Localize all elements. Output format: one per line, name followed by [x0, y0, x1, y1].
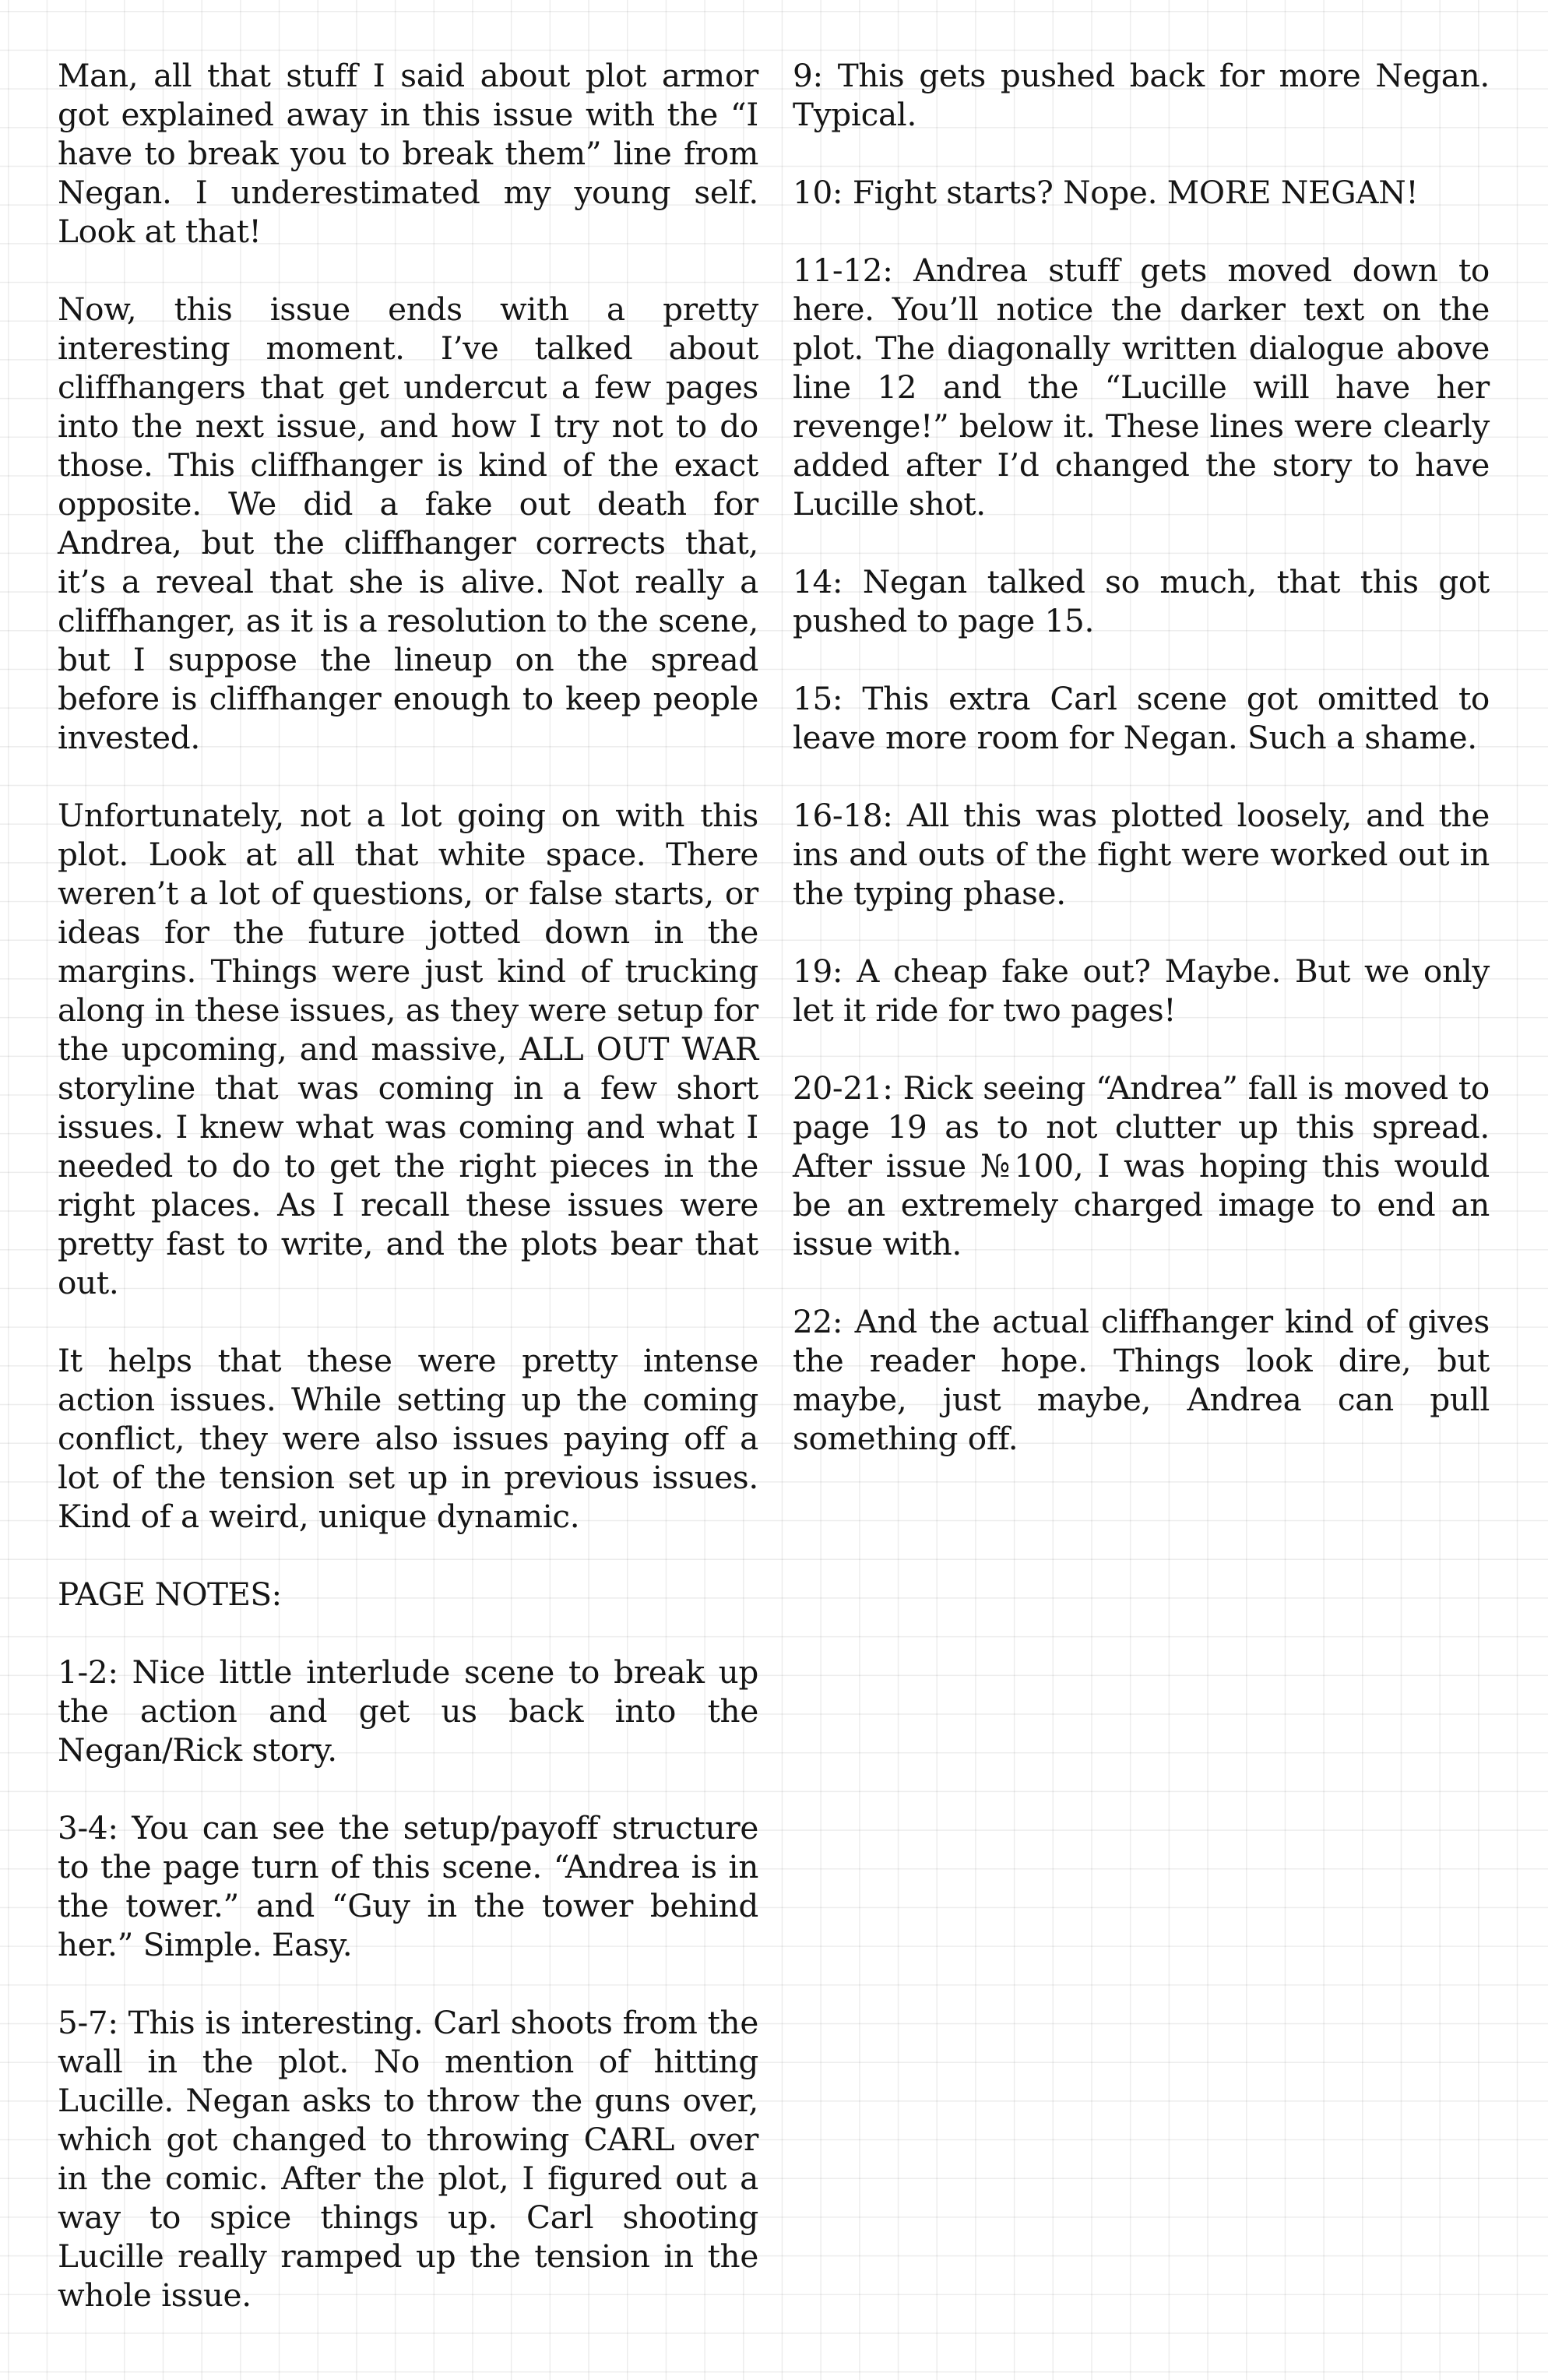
page-note: 15: This extra Carl scene got omitted to leave more room for Negan. Such a shame. [793, 680, 1490, 756]
page-note: 14: Negan talked so much, that this got pushed to page 15. [793, 563, 1490, 639]
intro-paragraph: Man, all that stuff I said about plot armor got explained away in this issue with the “I have to break you to break them” line from Negan. I underestimated my young self. Look at that! [58, 57, 758, 250]
page-note: 10: Fight starts? Nope. MORE NEGAN! [793, 174, 1419, 211]
page-note: 5-7: This is interesting. Carl shoots from the wall in the plot. No mention of hitting Lucille. Negan asks to throw the guns over, which got changed to throwing CARL over in the comic. After the plot, I figured out a way to spice things up. Carl shooting Lucille really ramped up the tension in the whole issue. [58, 2004, 758, 2314]
intro-paragraph: Now, this issue ends with a pretty interesting moment. I’ve talked about cliffhangers that get undercut a few pages into the next issue, and how I try not to do those. This cliffhanger is kind of the exact opposite. We did a fake out death for Andrea, but the cliffhanger corrects that, it’s a reveal that she is alive. Not really a cliffhanger, as it is a resolution to the scene, but I suppose the lineup on the spread before is cliffhanger enough to keep people invested. [58, 290, 758, 756]
right-column [793, 56, 1490, 1458]
page-note: 1-2: Nice little interlude scene to break up the action and get us back into the Negan/Rick story. [58, 1653, 758, 1769]
left-column [58, 56, 758, 2315]
page-note: 16-18: All this was plotted loosely, and the ins and outs of the fight were worked out in the typing phase. [793, 797, 1490, 912]
page-note: 22: And the actual cliffhanger kind of gives the reader hope. Things look dire, but maybe, just maybe, Andrea can pull something off. [793, 1303, 1490, 1457]
intro-paragraph: It helps that these were pretty intense action issues. While setting up the coming conflict, they were also issues paying off a lot of the tension set up in previous issues. Kind of a weird, unique dynamic. [58, 1342, 758, 1535]
page-note: 9: This gets pushed back for more Negan. Typical. [793, 57, 1490, 133]
page-note: 3-4: You can see the setup/payoff structure to the page turn of this scene. “Andrea is in the tower.” and “Guy in the tower behind her.” Simple. Easy. [58, 1809, 758, 1963]
intro-paragraph: Unfortunately, not a lot going on with this plot. Look at all that white space. There weren’t a lot of questions, or false starts, or ideas for the future jotted down in the margins. Things were just kind of trucking along in these issues, as they were setup for the upcoming, and massive, ALL OUT WAR storyline that was coming in a few short issues. I knew what was coming and what I needed to do to get the right pieces in the right places. As I recall these issues were pretty fast to write, and the plots bear that out. [58, 797, 758, 1301]
page-notes-heading: PAGE NOTES: [58, 1576, 282, 1613]
page-note: 20-21: Rick seeing “Andrea” fall is moved to page 19 as to not clutter up this spread. After issue №100, I was hoping this would be an extremely charged image to end an issue with. [793, 1069, 1490, 1262]
page-note: 19: A cheap fake out? Maybe. But we only let it ride for two pages! [793, 952, 1490, 1029]
page-note: 11-12: Andrea stuff gets moved down to here. You’ll notice the darker text on the plot. The diagonally written dialogue above line 12 and the “Lucille will have her revenge!” below it. These lines were clearly added after I’d changed the story to have Lucille shot. [793, 252, 1490, 523]
